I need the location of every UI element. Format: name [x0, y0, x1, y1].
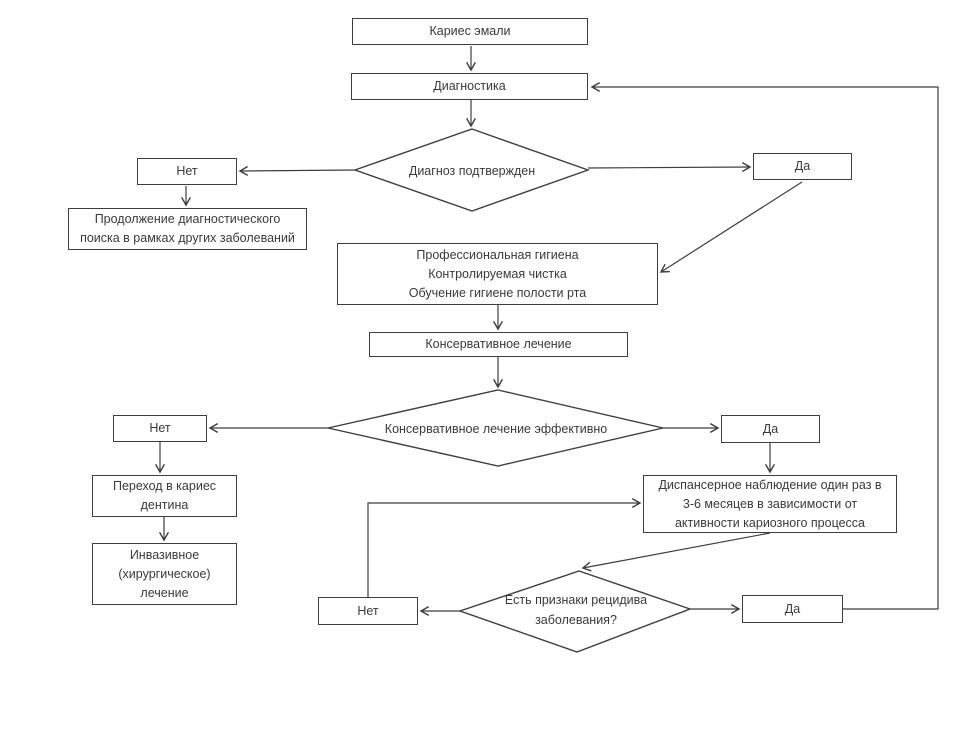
- dentin-line-1: Переход в кариес: [112, 479, 217, 493]
- decision-relapse-signs-label: [476, 590, 676, 630]
- hygiene-line-3: Обучение гигиене полости рта: [408, 285, 587, 300]
- node-conservative-treatment: [369, 332, 628, 357]
- node-transition-to-dentin-caries: [92, 475, 237, 517]
- node-no-relapse: [318, 597, 418, 625]
- hygiene-line-2: Контролируемая чистка: [428, 266, 567, 281]
- node-dispensary-observation: [643, 475, 897, 533]
- node-no-relapse-label: Нет: [357, 603, 379, 618]
- node-no-treatment-effective: [113, 415, 207, 442]
- edge-yes1-to-hygiene: [661, 182, 802, 272]
- node-yes-diagnosis-label: Да: [794, 159, 811, 173]
- node-diagnostics-label: Диагностика: [433, 79, 506, 93]
- node-caries-enamel-label: Кариес эмали: [429, 24, 511, 38]
- edge-decision1-to-yes1: [588, 167, 750, 168]
- decision-diagnosis-confirmed-label: Диагноз подтвержден: [408, 164, 536, 178]
- node-yes-treatment-effective-label: Да: [762, 421, 779, 436]
- node-invasive-surgical-treatment: [92, 543, 237, 605]
- node-yes-diagnosis: [753, 153, 852, 180]
- node-yes-treatment-effective: [721, 415, 820, 443]
- node-yes-relapse: [742, 595, 843, 623]
- continue-search-line-2: поиска в рамках других заболеваний: [80, 231, 295, 245]
- node-diagnostics: [351, 73, 588, 100]
- node-no-diagnosis: [137, 158, 237, 185]
- node-conservative-treatment-label: Консервативное лечение: [425, 337, 572, 351]
- invasive-line-2: (хирургическое): [118, 566, 211, 581]
- observation-line-2: 3-6 месяцев в зависимости от: [682, 496, 858, 511]
- node-yes-relapse-label: Да: [784, 601, 801, 616]
- decision-relapse-line-2: заболевания?: [535, 613, 617, 627]
- observation-line-1: Диспансерное наблюдение один раз в: [658, 477, 882, 492]
- observation-line-3: активности кариозного процесса: [674, 515, 866, 530]
- node-caries-enamel: [352, 18, 588, 45]
- node-continue-diagnostic-search: [68, 208, 307, 250]
- hygiene-line-1: Профессиональная гигиена: [416, 247, 579, 262]
- invasive-line-3: лечение: [140, 585, 189, 600]
- edge-observation-to-decision3: [583, 533, 770, 568]
- node-no-diagnosis-label: Нет: [176, 164, 198, 178]
- continue-search-line-1: Продолжение диагностического: [94, 212, 281, 226]
- edge-decision1-to-no1: [240, 170, 355, 171]
- node-no-treatment-effective-label: Нет: [149, 421, 171, 435]
- node-professional-hygiene: [337, 243, 658, 305]
- decision-conservative-effective-label: Консервативное лечение эффективно: [384, 422, 608, 436]
- decision-relapse-line-1: Есть признаки рецидива: [504, 593, 648, 607]
- invasive-line-1: Инвазивное: [129, 547, 200, 562]
- dentin-line-2: дентина: [140, 498, 189, 512]
